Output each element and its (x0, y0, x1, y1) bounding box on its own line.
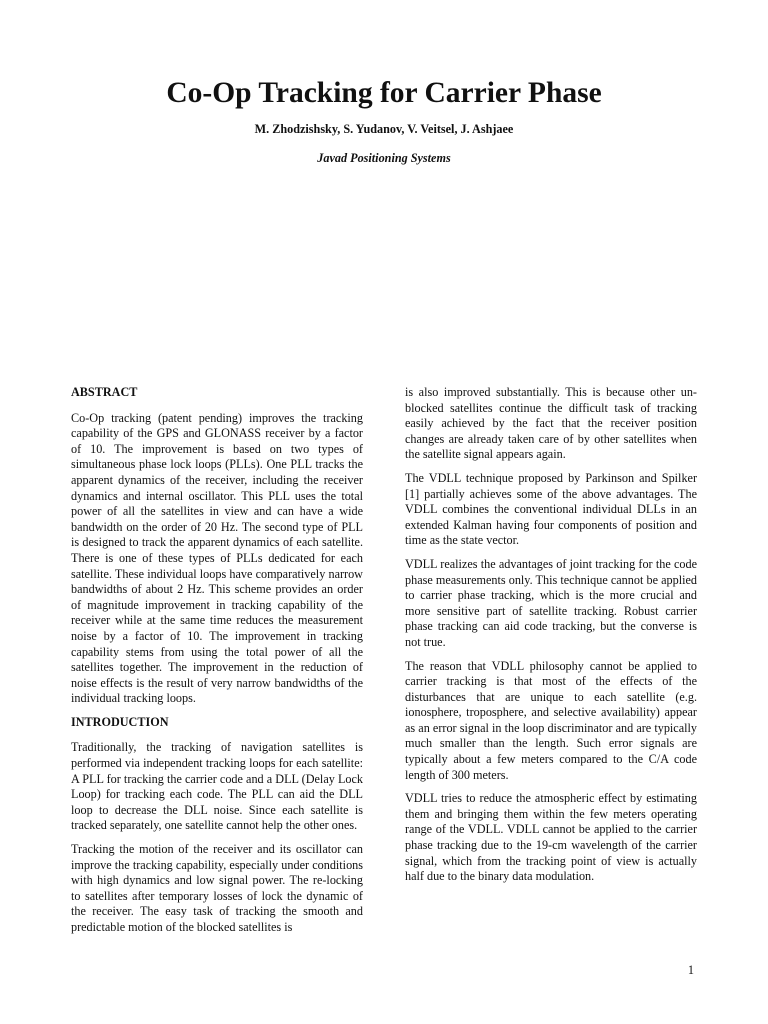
affiliation: Javad Positioning Systems (317, 151, 451, 165)
abstract-heading: ABSTRACT (71, 385, 138, 399)
paper-title: Co-Op Tracking for Carrier Phase (166, 77, 602, 109)
body-paragraph-4: The reason that VDLL philosophy cannot be applied to carrier tracking is that most of the effects of the disturbances that are unique to each satellite (e.g. ionosphere, troposphere, and selective availability) appear as an error signal in the loop discriminator and are typically much smaller than the length. Such error signals are typically about a few meters compared to the C/A code length of 300 meters. (405, 658, 697, 782)
right-column (405, 385, 697, 893)
left-column (71, 385, 363, 944)
body-paragraph-2: The VDLL technique proposed by Parkinson and Spilker [1] partially achieves some of the above advantages. The VDLL combines the conventional individual DLLs in an extended Kalman having four components of position and time as the state vector. (405, 470, 697, 548)
abstract-paragraph: Co-Op tracking (patent pending) improves the tracking capability of the GPS and GLONASS receiver by a factor of 10. The improvement is based on two types of simultaneous phase lock loops (PLLs). One PLL tracks the apparent dynamics of the receiver, including the receiver dynamics and internal oscillator. This PLL uses the total power of all the satellites in view and can have a wide bandwidth on the order of 20 Hz. The second type of PLL is designed to track the apparent dynamics of each satellite. There is one of these types of PLLs dedicated for each satellite. These individual loops have comparatively narrow bandwidths of about 2 Hz. This scheme provides an order of magnitude improvement in tracking capability of the receiver while at the same time reduces the measurement noise by a factor of 10. The improvement in tracking capability stems from using the total power of all the satellites together. The improvement in the reduction of noise effects is the result of very narrow bandwidths of the individual tracking loops. (71, 410, 363, 706)
introduction-paragraph-1: Traditionally, the tracking of navigation satellites is performed via independent tracking loops for each satellite: A PLL for tracking the carrier code and a DLL (Delay Lock Loop) for tracking each code. The PLL can aid the DLL loop to decrease the DLL noise. Since each satellite is tracked separately, one satellite cannot help the other ones. (71, 740, 363, 833)
introduction-paragraph-2: Tracking the motion of the receiver and its oscillator can improve the tracking capability, especially under conditions with high dynamics and low signal power. The re-locking to satellites after temporary losses of lock the dynamic of the receiver. The easy task of tracking the smooth and predictable motion of the blocked satellites is (71, 842, 363, 934)
page-number: 1 (687, 963, 694, 977)
body-paragraph-5: VDLL tries to reduce the atmospheric effect by estimating them and bringing them within the few meters operating range of the VDLL. VDLL cannot be applied to the carrier phase tracking due to the 19-cm wavelength of the carrier signal, which from the tracking point of view is actually half due to the binary data modulation. (405, 791, 697, 884)
body-paragraph-3: VDLL realizes the advantages of joint tracking for the code phase measurements only. This technique cannot be applied to carrier phase tracking, which is the more crucial and more sensitive part of satellite tracking. Robust carrier phase tracking can aid code tracking, but the converse is not true. (405, 556, 697, 649)
author-list: M. Zhodzishsky, S. Yudanov, V. Veitsel, J. Ashjaee (254, 122, 514, 136)
body-paragraph-1: is also improved substantially. This is because other un-blocked satellites continue the difficult task of tracking easily achieved by the fact that the receiver position changes are already taken care of by other satellites when the satellite signal appears again. (405, 385, 697, 462)
introduction-heading: INTRODUCTION (71, 714, 169, 729)
